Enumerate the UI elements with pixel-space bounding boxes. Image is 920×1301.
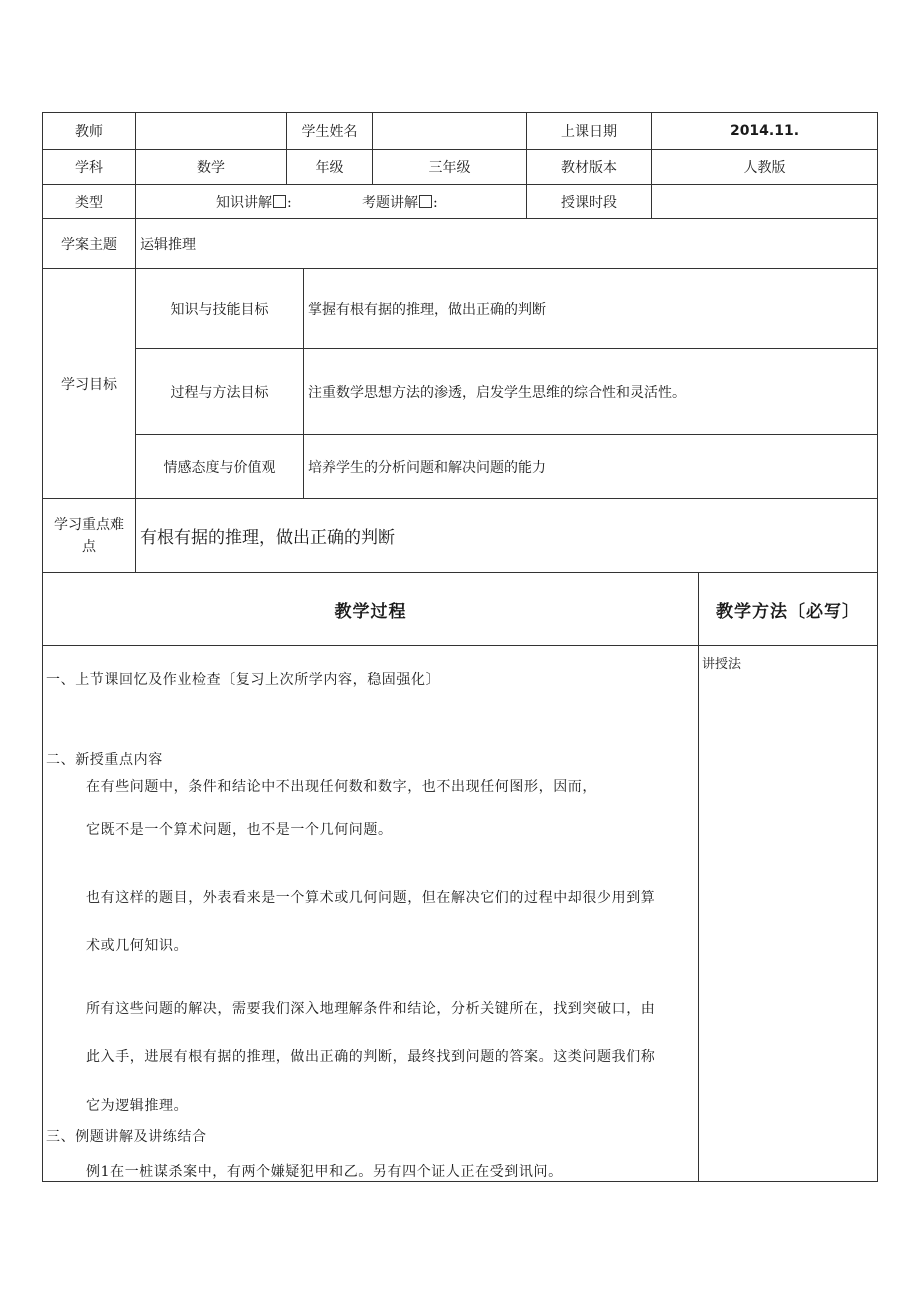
goal-value-process: 注重数学思想方法的渗透，启发学生思维的综合性和灵活性。: [303, 348, 878, 435]
key-points-label-line2: 点: [82, 538, 96, 555]
student-name-label: 学生姓名: [286, 112, 373, 150]
edition-label: 教材版本: [526, 149, 652, 185]
process-line-para3b: 此入手，进展有根有据的推理，做出正确的判断，最终找到问题的答案。这类问题我们称: [86, 1049, 656, 1065]
type-knowledge-label: 知识讲解: [216, 194, 272, 211]
type-label: 类型: [42, 184, 136, 219]
teacher-value: [135, 112, 287, 150]
goal-value-attitude: 培养学生的分析问题和解决问题的能力: [303, 434, 878, 499]
process-line-para2b: 术或几何知识。: [86, 938, 189, 954]
subject-label: 学科: [42, 149, 136, 185]
process-line-para3c: 它为逻辑推理。: [86, 1098, 189, 1114]
edition-value: 人教版: [651, 149, 878, 185]
method-body: [698, 645, 878, 1182]
goal-name-knowledge: 知识与技能目标: [135, 268, 304, 349]
method-value: 讲授法: [702, 657, 742, 672]
process-line-examples: 三、例题讲解及讲练结合: [46, 1129, 207, 1145]
type-exam-label: 考题讲解: [362, 194, 418, 211]
goal-name-process: 过程与方法目标: [135, 348, 304, 435]
grade-label: 年级: [286, 149, 373, 185]
goal-value-knowledge: 掌握有根有据的推理，做出正确的判断: [303, 268, 878, 349]
goal-name-attitude: 情感态度与价值观: [135, 434, 304, 499]
goals-label: 学习目标: [42, 268, 136, 499]
process-line-para2a: 也有这样的题目，外表看来是一个算术或几何问题，但在解决它们的过程中却很少用到算: [86, 890, 656, 906]
type-exam-colon: :: [433, 194, 438, 211]
process-line-example1: 例1在一桩谋杀案中，有两个嫌疑犯甲和乙。另有四个证人正在受到讯问。: [86, 1164, 563, 1180]
student-name-value: [372, 112, 527, 150]
method-header: 教学方法〔必写〕: [698, 572, 878, 646]
process-line-review: 一、上节课回忆及作业检查〔复习上次所学内容，稳固强化〕: [46, 672, 441, 688]
key-points-value: 有根有据的推理，做出正确的判断: [135, 498, 878, 573]
process-line-new-content: 二、新授重点内容: [46, 752, 163, 768]
subject-value: 数学: [135, 149, 287, 185]
process-line-para1b: 它既不是一个算术问题，也不是一个几何问题。: [86, 822, 393, 838]
type-exam-option: [362, 192, 438, 212]
knowledge-checkbox[interactable]: [273, 195, 286, 208]
date-value: 2014.11.: [651, 112, 878, 150]
type-options: [135, 184, 527, 219]
topic-value: 运辑推理: [135, 218, 878, 269]
grade-value: 三年级: [372, 149, 527, 185]
exam-checkbox[interactable]: [419, 195, 432, 208]
period-value: [651, 184, 878, 219]
type-knowledge-option: [216, 192, 292, 212]
key-points-label: [42, 498, 136, 573]
period-label: 授课时段: [526, 184, 652, 219]
process-line-para3a: 所有这些问题的解决，需要我们深入地理解条件和结论，分析关键所在，找到突破口，由: [86, 1001, 656, 1017]
process-header: 教学过程: [42, 572, 699, 646]
date-label: 上课日期: [526, 112, 652, 150]
key-points-label-line1: 学习重点难: [54, 516, 124, 533]
type-knowledge-colon: :: [287, 194, 292, 211]
process-line-para1a: 在有些问题中，条件和结论中不出现任何数和数字，也不出现任何图形，因而，: [86, 779, 597, 795]
topic-label: 学案主题: [42, 218, 136, 269]
teacher-label: 教师: [42, 112, 136, 150]
